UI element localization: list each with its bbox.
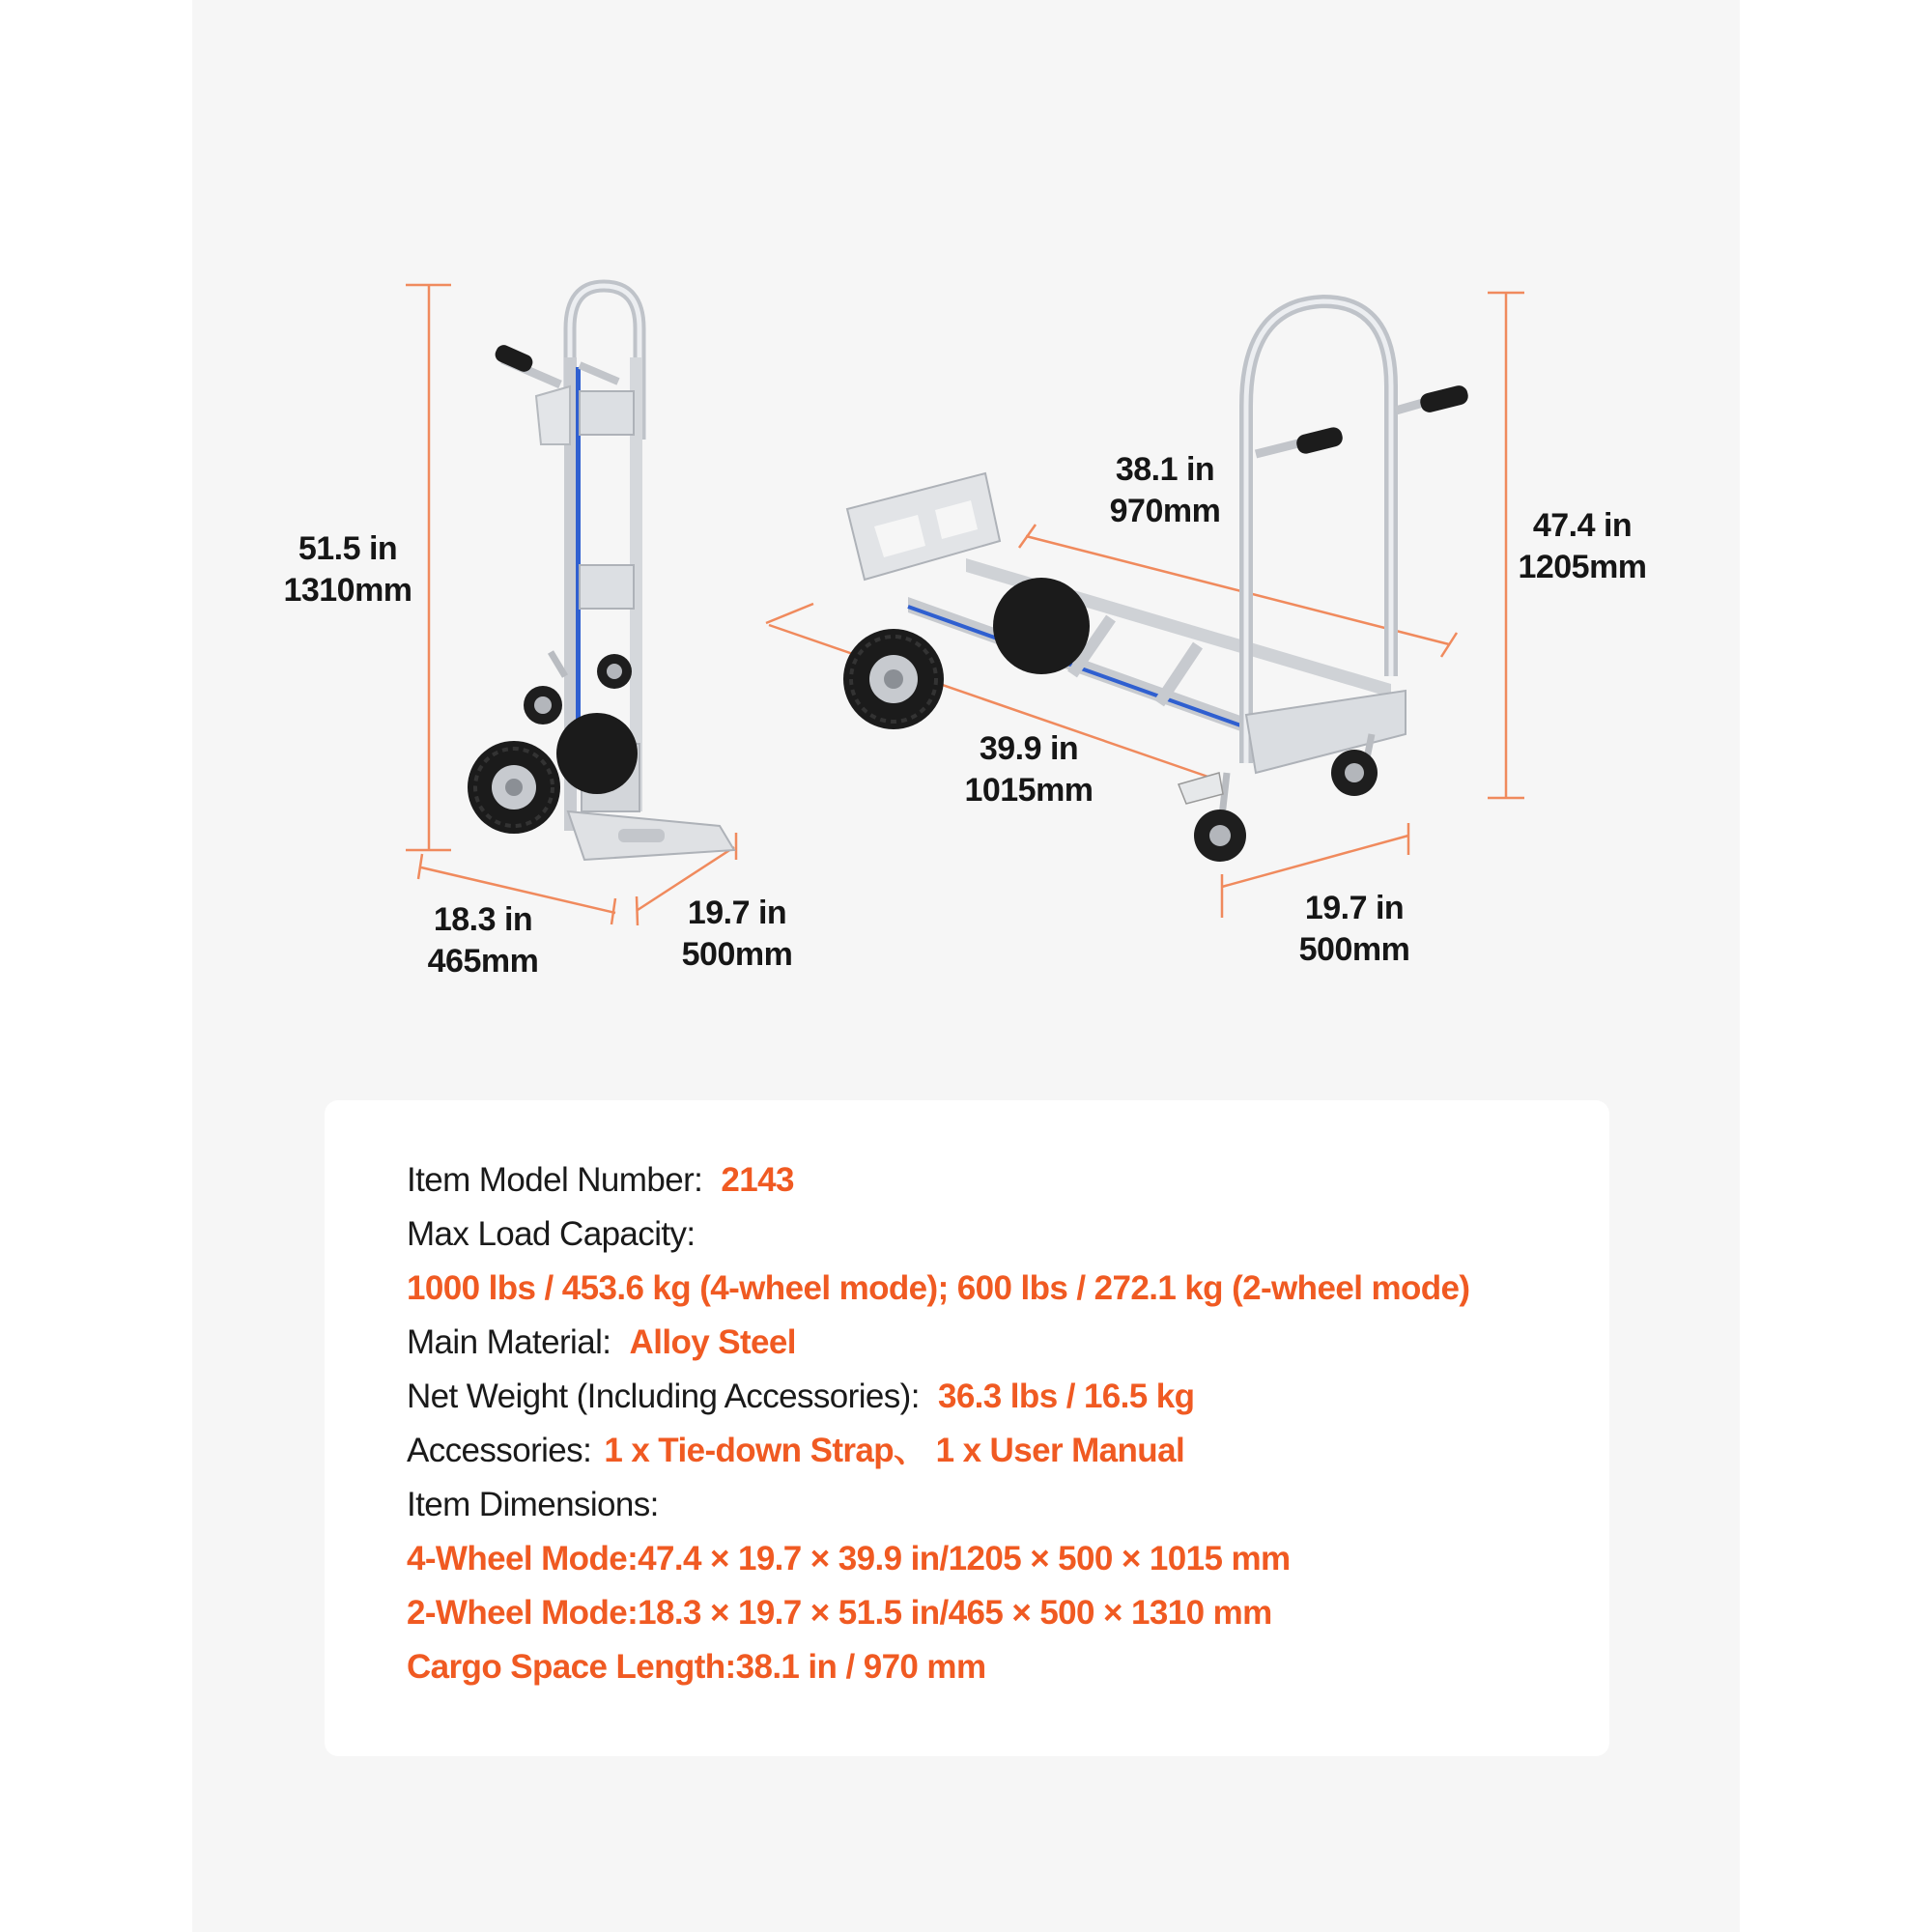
four-wheel-width-label	[1277, 888, 1432, 971]
cargo-length-label	[1088, 449, 1242, 532]
two-wheel-height-mm: 1310mm	[283, 572, 412, 609]
two-wheel-width-label	[660, 893, 814, 976]
two-wheel-depth-in: 18.3 in	[433, 901, 533, 938]
spec-weight-label: Net Weight (Including Accessories):	[407, 1378, 920, 1415]
four-wheel-length-label	[952, 728, 1106, 811]
spec-card	[325, 1100, 1609, 1756]
two-wheel-height-in: 51.5 in	[298, 530, 398, 567]
four-wheel-platform-cart	[843, 301, 1470, 862]
cargo-length-in: 38.1 in	[1115, 451, 1215, 488]
four-wheel-height-label	[1505, 505, 1660, 588]
two-wheel-depth-mm: 465mm	[427, 943, 539, 980]
four-wheel-length-in: 39.9 in	[979, 730, 1079, 767]
four-wheel-width-in: 19.7 in	[1304, 890, 1405, 926]
spec-model-label: Item Model Number:	[407, 1161, 703, 1199]
two-wheel-hand-truck	[468, 286, 734, 860]
four-wheel-width-mm: 500mm	[1298, 931, 1410, 968]
four-wheel-length-mm: 1015mm	[964, 772, 1094, 809]
four-wheel-height-mm: 1205mm	[1518, 549, 1647, 585]
spec-model-row	[407, 1159, 794, 1202]
spec-accessories-label: Accessories:	[407, 1432, 592, 1469]
spec-weight-value: 36.3 lbs / 16.5 kg	[937, 1378, 1195, 1415]
spec-two-wheel-mode: 2-Wheel Mode:18.3 × 19.7 × 51.5 in/465 × 500 × 1310 mm	[407, 1594, 1272, 1632]
two-wheel-width-mm: 500mm	[681, 936, 793, 973]
two-wheel-width-in: 19.7 in	[687, 895, 787, 931]
two-wheel-depth-label	[406, 899, 560, 982]
spec-four-wheel-mode: 4-Wheel Mode:47.4 × 19.7 × 39.9 in/1205 × 500 × 1015 mm	[407, 1540, 1291, 1577]
spec-accessories-row	[407, 1430, 1184, 1472]
cargo-length-mm: 970mm	[1109, 493, 1221, 529]
spec-load-label: Max Load Capacity:	[407, 1215, 696, 1253]
spec-dimensions-label: Item Dimensions:	[407, 1486, 659, 1523]
two-wheel-height-label	[270, 528, 425, 611]
four-wheel-height-in: 47.4 in	[1532, 507, 1633, 544]
spec-model-value: 2143	[721, 1161, 794, 1199]
spec-material-label: Main Material:	[407, 1323, 611, 1361]
spec-material-row	[407, 1321, 796, 1364]
spec-cargo-space: Cargo Space Length:38.1 in / 970 mm	[407, 1648, 986, 1686]
spec-accessories-value: 1 x Tie-down Strap、 1 x User Manual	[604, 1432, 1185, 1469]
spec-weight-row	[407, 1376, 1194, 1418]
spec-load-value: 1000 lbs / 453.6 kg (4-wheel mode); 600 lbs / 272.1 kg (2-wheel mode)	[407, 1269, 1470, 1307]
spec-material-value: Alloy Steel	[629, 1323, 796, 1361]
